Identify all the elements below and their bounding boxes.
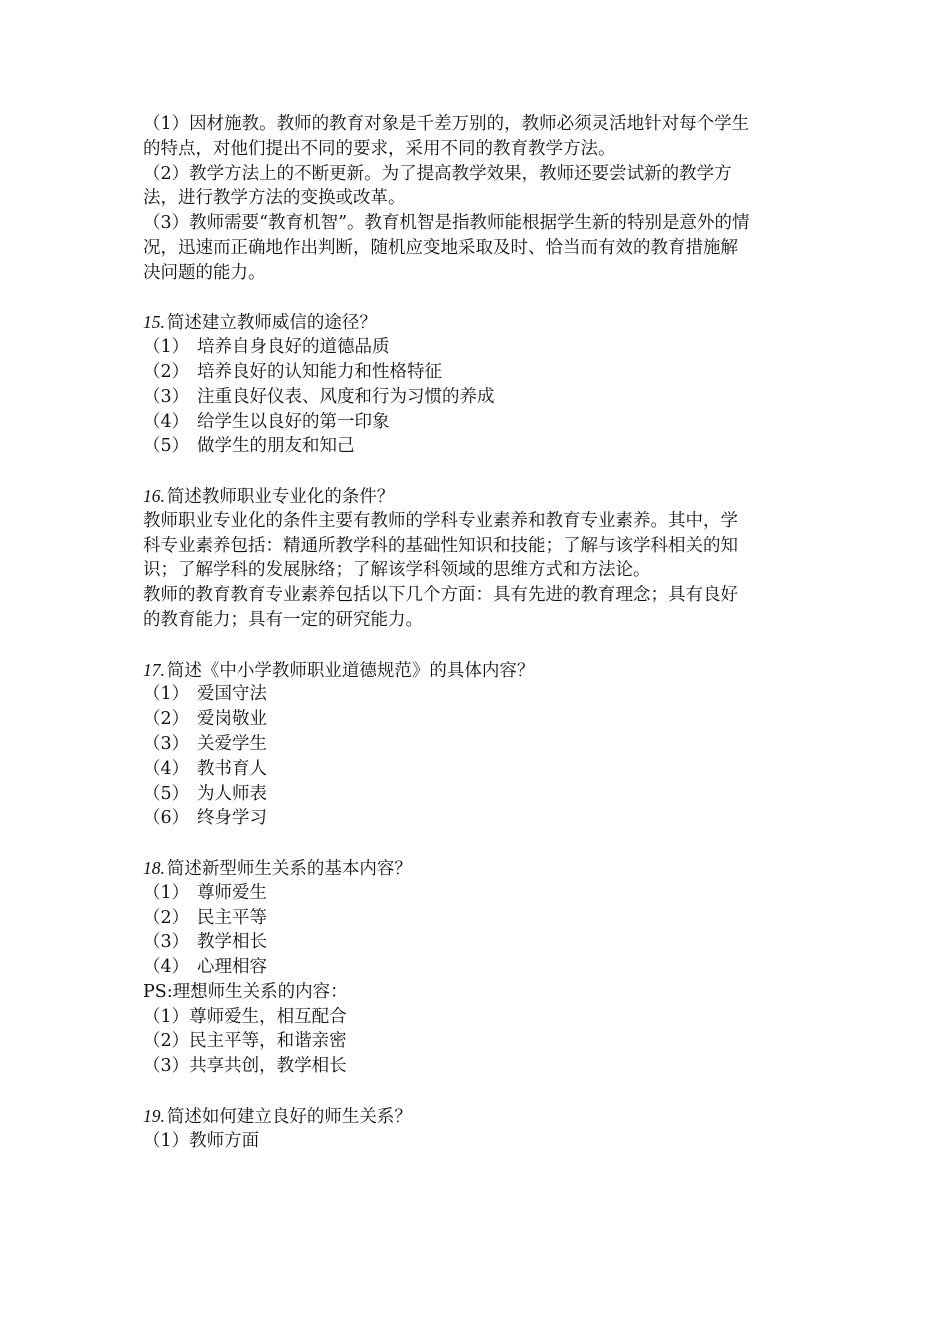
list-item [143, 410, 813, 435]
question-number: 15. [143, 312, 165, 333]
list-item [143, 955, 813, 980]
item-number: （3） [143, 932, 190, 953]
paragraph-line: （1）因材施教。教师的教育对象是千差万别的，教师必须灵活地针对每个学生 [143, 114, 750, 134]
paragraph-line: 教师的教育教育专业素养包括以下几个方面：具有先进的教育理念；具有良好 [143, 585, 738, 606]
ps-line: （3）共享共创，教学相长 [143, 1056, 347, 1077]
list-item [143, 360, 813, 385]
question-number: 18. [143, 857, 165, 878]
question-18 [143, 856, 813, 1079]
item-text: 关爱学生 [197, 733, 267, 754]
item-text: 爱岗敬业 [197, 709, 267, 730]
item-text: 终身学习 [197, 808, 267, 829]
item-number: （5） [143, 783, 190, 804]
question-16 [143, 484, 813, 633]
list-item [143, 906, 813, 931]
document-page [143, 112, 813, 1153]
item-text: 注重良好仪表、风度和行为习惯的养成 [197, 386, 495, 407]
list-item [143, 385, 813, 410]
item-text: 为人师表 [197, 783, 267, 804]
question-heading [143, 484, 813, 509]
item-number: （2） [143, 361, 190, 382]
list-item [143, 335, 813, 360]
list-item [143, 707, 813, 732]
question-heading [143, 310, 813, 335]
question-title: 简述如何建立良好的师生关系？ [166, 1106, 412, 1127]
ps-line: （2）民主平等，和谐亲密 [143, 1031, 347, 1052]
item-number: （6） [143, 808, 190, 829]
item-number: （2） [143, 907, 190, 928]
ps-line: （1）尊师爱生，相互配合 [143, 1006, 347, 1027]
list-item [143, 782, 813, 807]
item-text: 给学生以良好的第一印象 [197, 411, 390, 432]
list-item [143, 434, 813, 459]
item-number: （4） [143, 411, 190, 432]
question-heading [143, 658, 813, 683]
paragraph-line: 科专业素养包括：精通所教学科的基础性知识和技能；了解与该学科相关的知 [143, 535, 738, 556]
list-item [143, 881, 813, 906]
list-item [143, 757, 813, 782]
question-17 [143, 658, 813, 832]
paragraph-line: 法，进行教学方法的变换或改革。 [143, 188, 406, 209]
item-number: （3） [143, 386, 190, 407]
intro-paragraphs [143, 112, 813, 286]
item-text: 教书育人 [197, 758, 267, 779]
item-number: （1） [143, 882, 190, 903]
paragraph-line: 况，迅速而正确地作出判断，随机应变地采取及时、恰当而有效的教育措施解 [143, 237, 738, 258]
item-number: （2） [143, 709, 190, 730]
item-text: 心理相容 [197, 957, 267, 978]
paragraph-line: 的特点，对他们提出不同的要求，采用不同的教育教学方法。 [143, 138, 616, 159]
item-number: （5） [143, 436, 190, 457]
spacer [143, 459, 813, 484]
item-text: 教学相长 [197, 932, 267, 953]
item-text: 尊师爱生 [197, 882, 267, 903]
paragraph-line: （3）教师需要“教育机智”。教育机智是指教师能根据学生新的特别是意外的情 [143, 213, 750, 234]
paragraph-line: （1）教师方面 [143, 1130, 260, 1151]
paragraph-line: 教师职业专业化的条件主要有教师的学科专业素养和教育专业素养。其中，学 [143, 510, 738, 531]
item-number: （1） [143, 684, 190, 705]
question-heading [143, 1104, 813, 1129]
question-title: 简述教师职业专业化的条件？ [166, 486, 395, 507]
list-item [143, 682, 813, 707]
list-item [143, 732, 813, 757]
question-19 [143, 1104, 813, 1154]
item-number: （4） [143, 758, 190, 779]
question-title: 简述《中小学教师职业道德规范》的具体内容？ [166, 660, 535, 681]
paragraph-line: 的教育能力；具有一定的研究能力。 [143, 609, 423, 630]
list-item [143, 806, 813, 831]
item-number: （4） [143, 957, 190, 978]
paragraph-line: 决问题的能力。 [143, 262, 266, 283]
item-text: 培养良好的认知能力和性格特征 [197, 361, 442, 382]
item-text: 民主平等 [197, 907, 267, 928]
item-text: 做学生的朋友和知己 [197, 436, 355, 457]
paragraph-line: 识；了解学科的发展脉络；了解该学科领域的思维方式和方法论。 [143, 560, 651, 581]
item-text: 爱国守法 [197, 684, 267, 705]
question-title: 简述新型师生关系的基本内容？ [166, 858, 412, 879]
spacer [143, 286, 813, 311]
ps-heading: PS:理想师生关系的内容： [143, 981, 348, 1002]
item-number: （1） [143, 337, 190, 358]
question-title: 简述建立教师威信的途径？ [166, 313, 377, 334]
question-heading [143, 856, 813, 881]
question-number: 19. [143, 1105, 165, 1126]
question-number: 17. [143, 659, 165, 680]
list-item [143, 930, 813, 955]
item-number: （3） [143, 733, 190, 754]
item-text: 培养自身良好的道德品质 [197, 337, 390, 358]
question-15 [143, 310, 813, 459]
spacer [143, 1079, 813, 1104]
paragraph-line: （2）教学方法上的不断更新。为了提高教学效果，教师还要尝试新的教学方 [143, 163, 732, 184]
question-number: 16. [143, 485, 165, 506]
spacer [143, 633, 813, 658]
spacer [143, 831, 813, 856]
